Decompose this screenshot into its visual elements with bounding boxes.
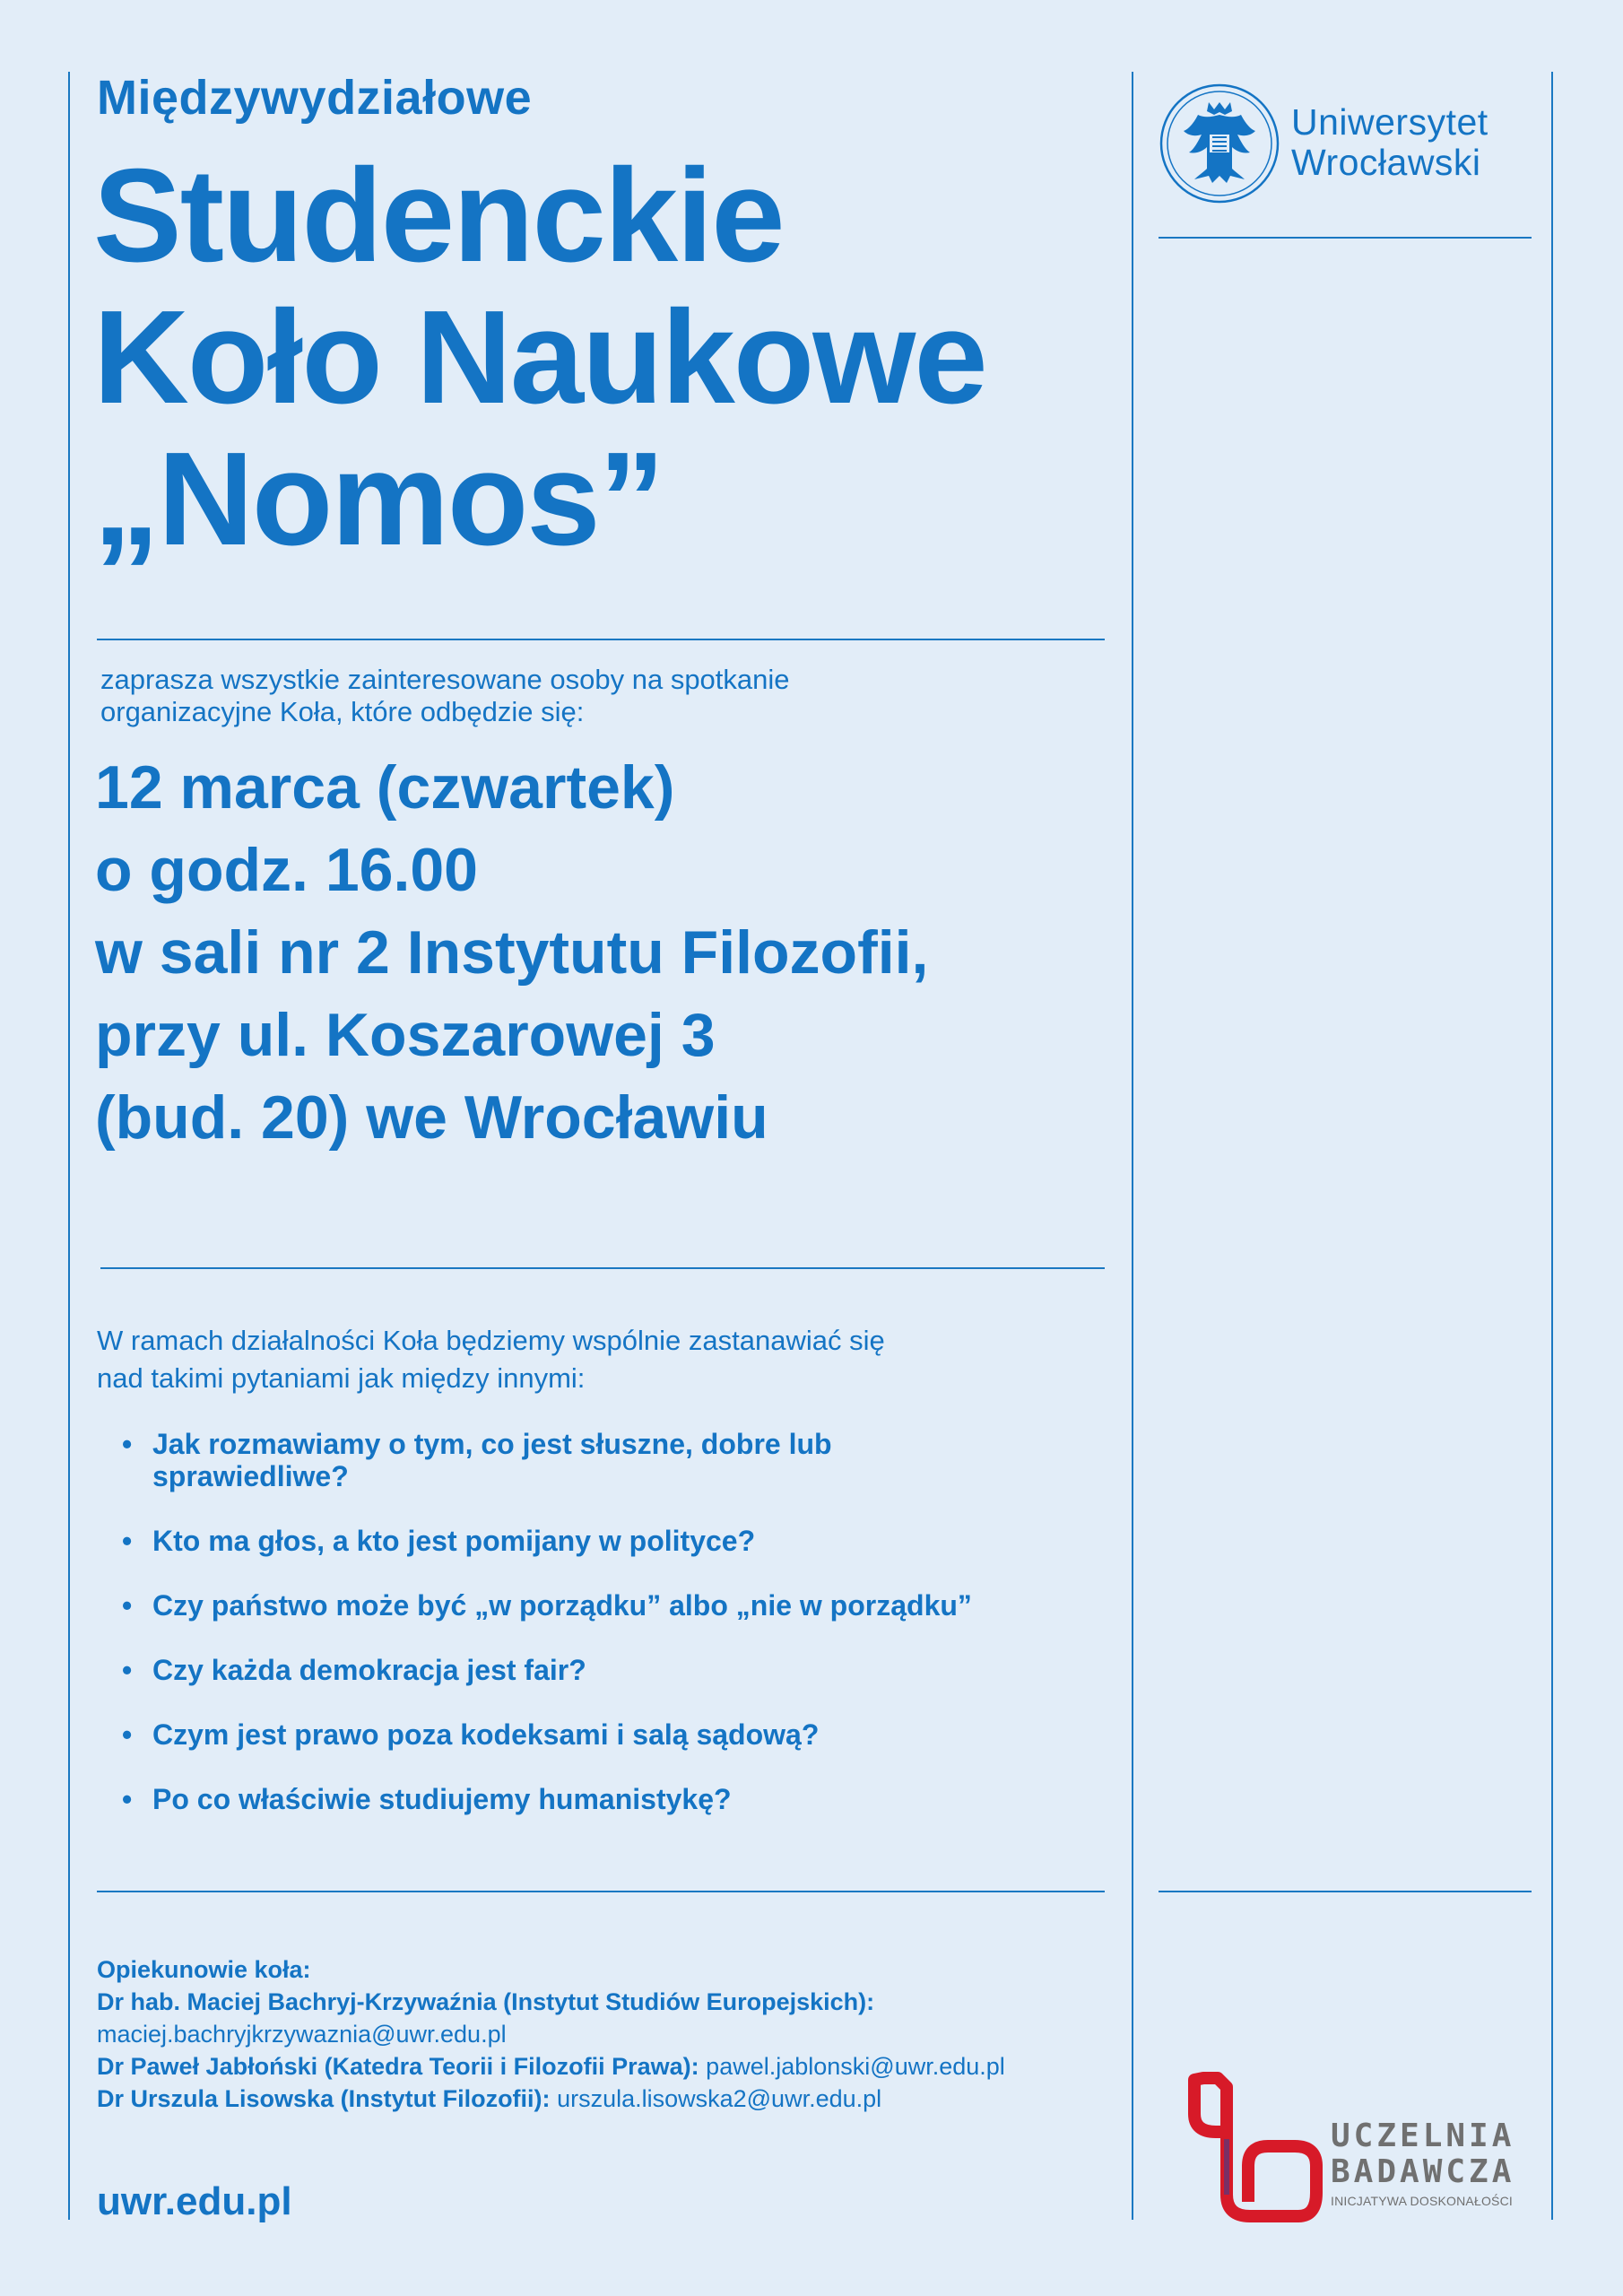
event-date: 12 marca (czwartek) <box>95 753 675 822</box>
bullet-icon: • <box>122 1428 133 1460</box>
list-item <box>117 1525 1085 1557</box>
intro-text <box>100 664 1087 728</box>
divider-line <box>1159 237 1532 239</box>
bullet-icon: • <box>122 1525 133 1557</box>
badge-line: UCZELNIA <box>1331 2118 1515 2154</box>
supervisor-email-link[interactable]: maciej.bachryjkrzywaznia@uwr.edu.pl <box>97 2021 507 2048</box>
website-link[interactable]: uwr.edu.pl <box>97 2179 292 2223</box>
question-text: Kto ma głos, a kto jest pomijany w polityce? <box>152 1525 756 1557</box>
subtitle: Międzywydziałowe <box>97 71 533 125</box>
divider-line <box>100 1267 1105 1269</box>
right-border-line <box>1551 72 1553 2220</box>
bullet-icon: • <box>122 1654 133 1686</box>
research-university-badge <box>1331 2118 1515 2208</box>
center-divider-line <box>1132 72 1133 2220</box>
event-details <box>95 746 928 1159</box>
question-text: Czy każda demokracja jest fair? <box>152 1654 586 1686</box>
event-room: w sali nr 2 Instytutu Filozofii, <box>95 918 929 987</box>
page-title <box>93 142 986 573</box>
list-item <box>117 1783 1085 1815</box>
question-text: Czy państwo może być „w porządku” albo „nie w porządku” <box>152 1589 972 1622</box>
intro-line: organizacyjne Koła, które odbędzie się: <box>100 696 585 727</box>
supervisor-name: Dr Paweł Jabłoński (Katedra Teorii i Filozofii Prawa): <box>97 2053 699 2080</box>
university-name-line: Uniwersytet <box>1291 101 1488 143</box>
question-text: Jak rozmawiamy o tym, co jest słuszne, dobre lub sprawiedliwe? <box>152 1428 832 1492</box>
divider-line <box>97 639 1105 640</box>
supervisor-name: Dr Urszula Lisowska (Instytut Filozofii): <box>97 2085 551 2112</box>
event-street: przy ul. Koszarowej 3 <box>95 1001 716 1069</box>
activities-intro-line: W ramach działalności Koła będziemy wspólnie zastanawiać się <box>97 1325 885 1356</box>
divider-line <box>97 1891 1105 1892</box>
left-border-line <box>68 72 70 2220</box>
activities-intro <box>97 1322 1083 1397</box>
title-line: Studenckie <box>93 142 784 290</box>
supervisor-email-link[interactable]: pawel.jablonski@uwr.edu.pl <box>706 2053 1005 2080</box>
questions-list <box>117 1428 1085 1848</box>
title-line: Koło Naukowe <box>93 283 986 431</box>
list-item <box>117 1718 1085 1751</box>
badge-line: BADAWCZA <box>1331 2153 1515 2190</box>
divider-line <box>1159 1891 1532 1892</box>
eagle-crest-icon <box>1159 83 1280 204</box>
supervisors-heading: Opiekunowie koła: <box>97 1956 311 1983</box>
university-name <box>1291 102 1488 183</box>
supervisors-section <box>97 1953 1119 2115</box>
supervisor-email-link[interactable]: urszula.lisowska2@uwr.edu.pl <box>557 2085 882 2112</box>
supervisor-name: Dr hab. Maciej Bachryj-Krzywaźnia (Instytut Studiów Europejskich): <box>97 1988 875 2015</box>
event-building: (bud. 20) we Wrocławiu <box>95 1083 768 1152</box>
uczelnia-badawcza-logo-icon <box>1167 2067 1325 2225</box>
bullet-icon: • <box>122 1783 133 1815</box>
list-item <box>117 1654 1085 1686</box>
badge-subtitle: INICJATYWA DOSKONAŁOŚCI <box>1331 2194 1513 2208</box>
question-text: Czym jest prawo poza kodeksami i salą sądową? <box>152 1718 820 1751</box>
question-text: Po co właściwie studiujemy humanistykę? <box>152 1783 732 1815</box>
list-item <box>117 1589 1085 1622</box>
bullet-icon: • <box>122 1718 133 1751</box>
activities-intro-line: nad takimi pytaniami jak między innymi: <box>97 1362 586 1394</box>
intro-line: zaprasza wszystkie zainteresowane osoby na spotkanie <box>100 664 790 695</box>
title-line: „Nomos” <box>93 425 664 573</box>
university-name-line: Wrocławski <box>1291 142 1481 183</box>
bullet-icon: • <box>122 1589 133 1622</box>
list-item <box>117 1428 924 1492</box>
event-time: o godz. 16.00 <box>95 836 478 904</box>
